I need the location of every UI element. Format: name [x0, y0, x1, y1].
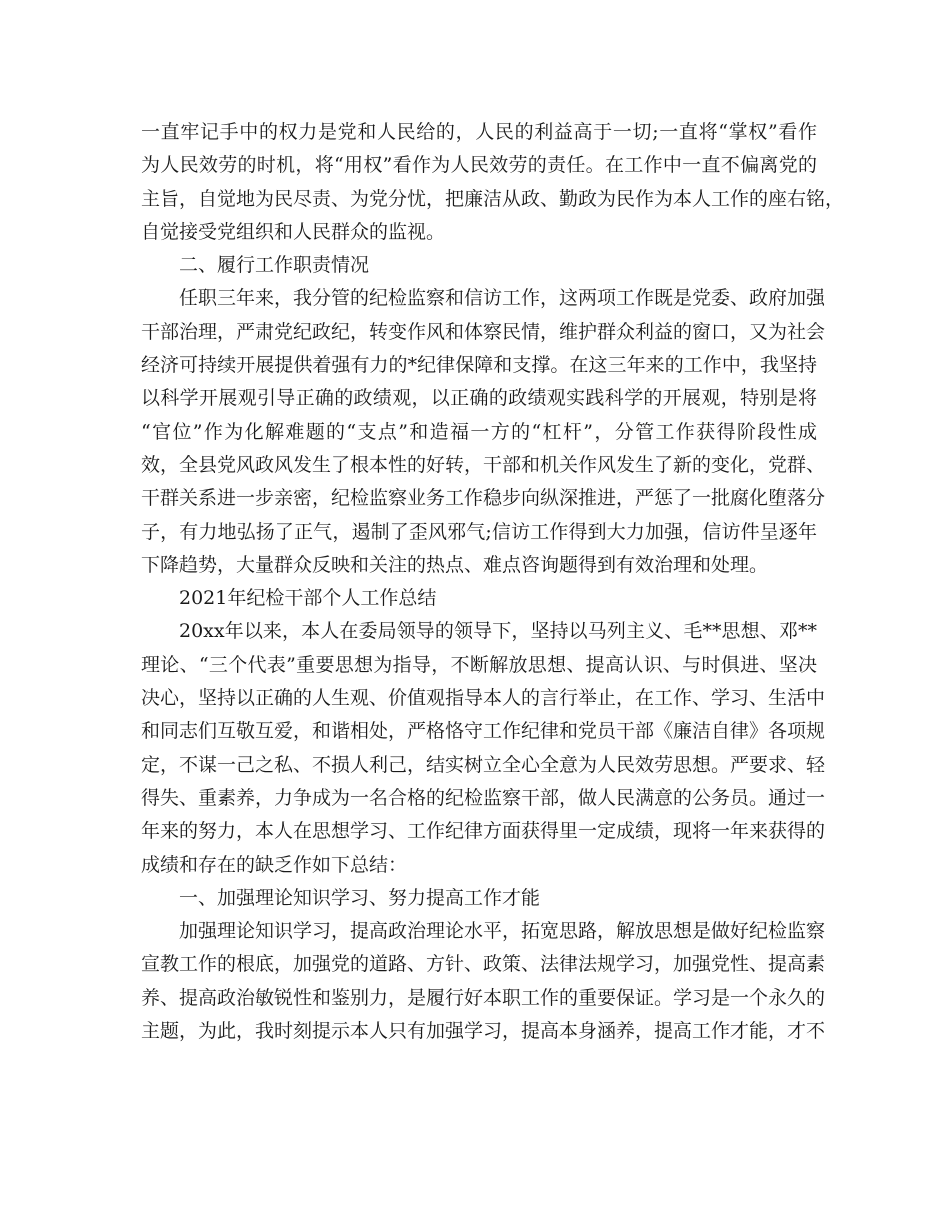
text-line: 经济可持续开展提供着强有力的*纪律保障和支撑。在这三年来的工作中，我坚持: [141, 354, 817, 377]
text-line: 20xx年以来，本人在委局领导的领导下，坚持以马列主义、毛**思想、邓**: [179, 620, 817, 643]
text-line: 以科学开展观引导正确的政绩观，以正确的政绩观实践科学的开展观，特别是将: [141, 387, 817, 410]
text-line: 主旨，自觉地为民尽责、为党分忧，把廉洁从政、勤政为民作为本人工作的座右铭，: [141, 187, 845, 210]
text-line: 定，不谋一己之私、不损人利己，结实树立全心全意为人民效劳思想。严要求、轻: [141, 753, 826, 776]
text-line: 宣教工作的根底，加强党的道路、方针、政策、法律法规学习，加强党性、提高素: [141, 953, 826, 976]
text-line: 和同志们互敬互爱，和谐相处，严格恪守工作纪律和党员干部《廉洁自律》各项规: [141, 720, 826, 743]
text-line: 一直牢记手中的权力是党和人民给的，人民的利益高于一切;一直将“掌权”看作: [141, 121, 817, 143]
text-line: 年来的努力，本人在思想学习、工作纪律方面获得里一定成绩，现将一年来获得的: [141, 820, 826, 843]
document-body: [141, 116, 845, 1048]
section-heading: 2021年纪检干部个人工作总结: [179, 587, 437, 610]
text-line: 成绩和存在的缺乏作如下总结：: [141, 853, 408, 876]
text-line: 养、提高政治敏锐性和鉴别力，是履行好本职工作的重要保证。学习是一个永久的: [141, 986, 826, 1009]
text-line: 得失、重素养，力争成为一名合格的纪检监察干部，做人民满意的公务员。通过一: [141, 786, 826, 809]
text-line: 下降趋势，大量群众反映和关注的热点、难点咨询题得到有效治理和处理。: [141, 553, 769, 576]
text-line: 自觉接受党组织和人民群众的监视。: [141, 220, 446, 243]
text-line: “官位”作为化解难题的“支点”和造福一方的“杠杆”，分管工作获得阶段性成: [141, 420, 817, 443]
text-line: 效，全县党风政风发生了根本性的好转，干部和机关作风发生了新的变化，党群、: [141, 453, 826, 476]
text-line: 任职三年来，我分管的纪检监察和信访工作，这两项工作既是党委、政府加强: [179, 287, 826, 310]
section-heading: 二、履行工作职责情况: [179, 254, 370, 277]
text-line: 子，有力地弘扬了正气，遏制了歪风邪气;信访工作得到大力加强，信访件呈逐年: [141, 520, 817, 543]
text-line: 干部治理，严肃党纪政纪，转变作风和体察民情，维护群众利益的窗口，又为社会: [141, 320, 826, 343]
text-line: 加强理论知识学习，提高政治理论水平，拓宽思路，解放思想是做好纪检监察: [179, 920, 826, 943]
text-line: 决心，坚持以正确的人生观、价值观指导本人的言行举止，在工作、学习、生活中: [141, 687, 826, 710]
text-line: 理论、“三个代表”重要思想为指导，不断解放思想、提高认识、与时俱进、坚决: [141, 653, 817, 676]
text-line: 主题，为此，我时刻提示本人只有加强学习，提高本身涵养，提高工作才能，才不: [141, 1020, 826, 1043]
section-heading: 一、加强理论知识学习、努力提高工作才能: [179, 886, 541, 909]
text-line: 干群关系进一步亲密，纪检监察业务工作稳步向纵深推进，严惩了一批腐化堕落分: [141, 487, 826, 510]
text-line: 为人民效劳的时机，将“用权”看作为人民效劳的责任。在工作中一直不偏离党的: [141, 154, 817, 177]
